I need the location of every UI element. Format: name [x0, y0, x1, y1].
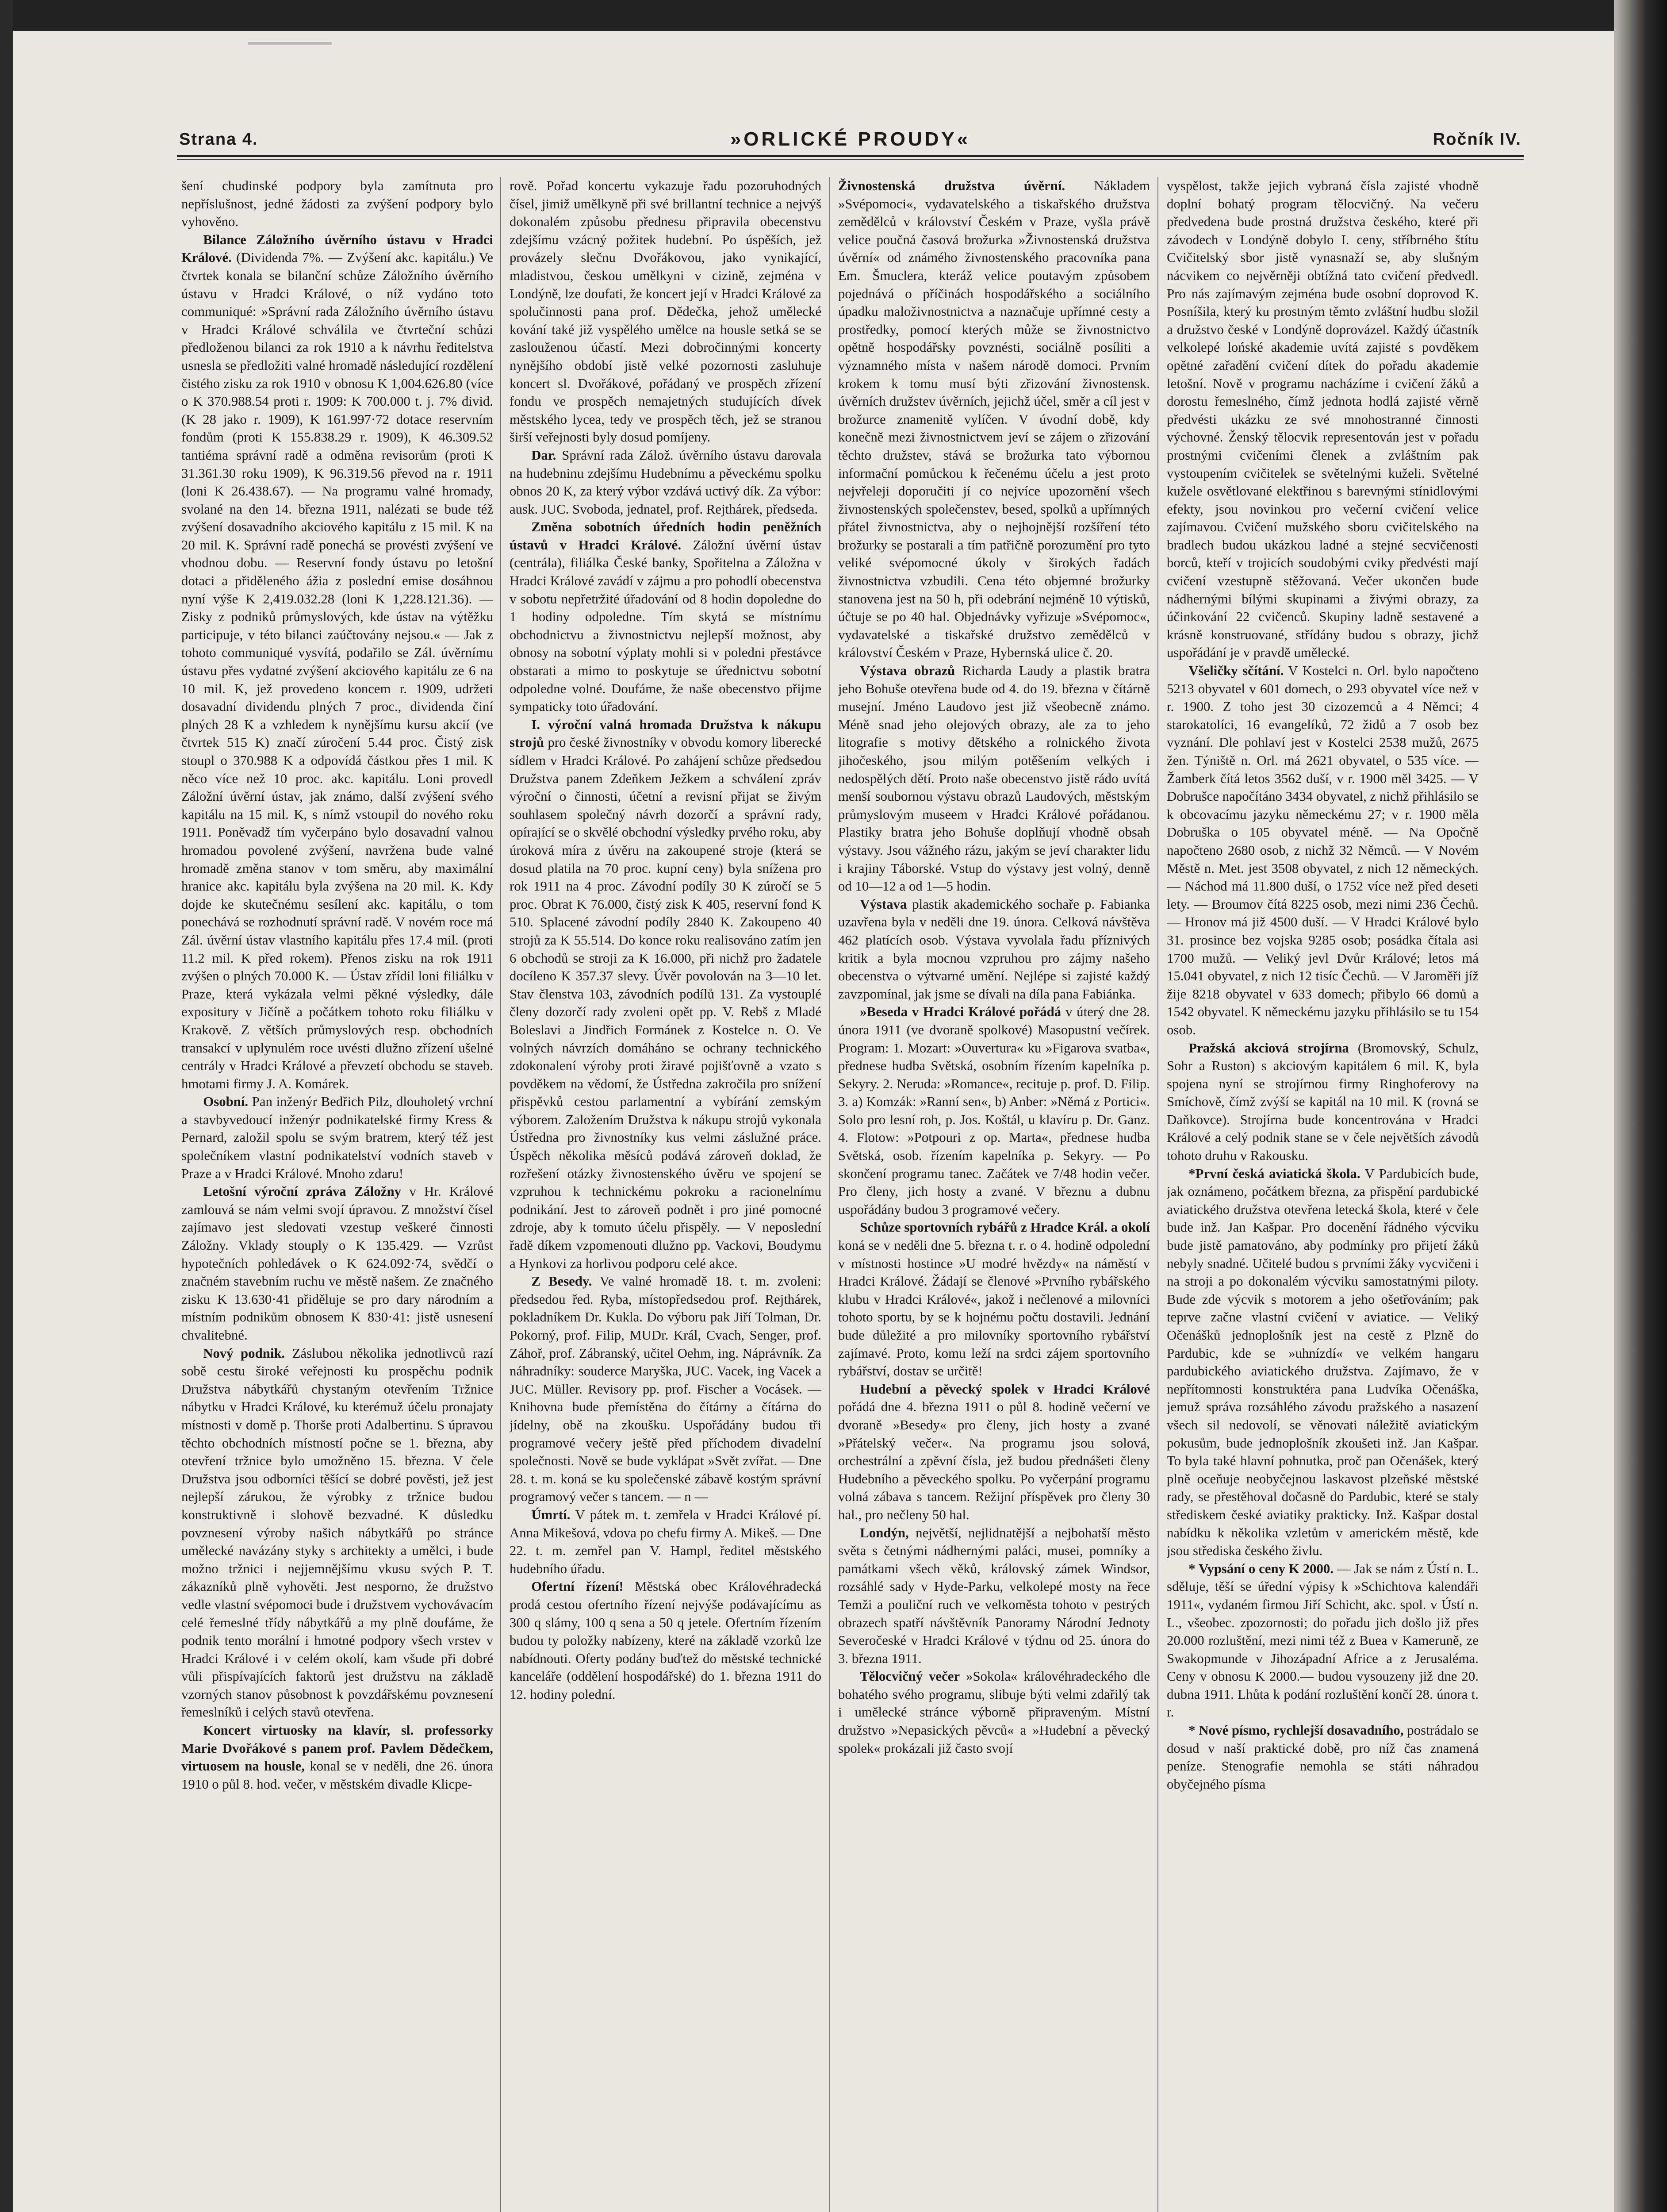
- article-paragraph: [838, 1003, 1150, 1218]
- article-headline: Letošní výroční zpráva Záložny: [203, 1184, 402, 1199]
- column-divider: [1157, 177, 1158, 2212]
- article-paragraph: [838, 1380, 1150, 1524]
- article-body: v úterý dne 28. února 1911 (ve dvoraně spolkové) Masopustní večírek. Program: 1. Mozart: »Ouvertura« ku »Figarova svatba«, přednese hudba Světská, osobním řízením kapelníka p. Sekyry. 2. Neruda: »Romance«, recituje p. prof. D. Filip. 3. a) Komzák: »Ranní sen«, b) Anber: »Němá z Portici«. Solo pro lesní roh, p. Jos. Koštál, u klavíru p. Dr. Ganz. 4. Flotow: »Potpouri z op. Marta«, přednese hudba Světská, osob. řízením kapelníka p. Sekyry. — Po skončení programu tanec. Začátek ve 7/48 hodin večer. Pro členy, jich hosty a zvané. V březnu a dubnu uspořádány budou 3 programové večery.: [838, 1004, 1150, 1217]
- paper-fold-mark: [248, 42, 332, 67]
- article-headline: Pražská akciová strojírna: [1188, 1040, 1349, 1056]
- article-headline: * Vypsání o ceny K 2000.: [1188, 1561, 1334, 1576]
- article-body: Městská obec Královéhradecká prodá cestou ofertního řízení nejvýše podávajícímu as 300 q slámy, 100 q sena a 50 q jetele. Ofertním řízením budou ty položky nabízeny, které na základě vzorků lze nabídnouti. Oferty podány buďtež do městské technické kanceláře (oddělení hospodářské) do 1. března 1911 do 12. hodiny polední.: [510, 1579, 821, 1702]
- article-body: Záložní úvěrní ústav (centrála), filiálka České banky, Spořitelna a Záložna v Hradci Králové zavádí v zájmu a pro pohodlí obecenstva v sobotu nepřetržité úřadování od 8 hodin dopoledne do 1 hodiny odpoledne. Tím skytá se místnímu obchodnictvu a živnostnictvu nejlepší možnost, aby obnosy na sobotní výplaty mohli si v poledni přestávce obstarati a mimo to poskytuje se úřednictvu sobotní odpoledne volné. Doufáme, že naše obecenstvo přijme sympaticky toto úřadování.: [510, 537, 821, 714]
- article-body: V pátek m. t. zemřela v Hradci Králové pí. Anna Mikešová, vdova po chefu firmy A. Mikeš. — Dne 22. t. m. zemřel pan V. Hampl, ředitel městského hudebního úřadu.: [510, 1507, 821, 1576]
- article-paragraph: [510, 1506, 821, 1578]
- volume-number: Ročník IV.: [1433, 130, 1521, 149]
- article-paragraph: [838, 1667, 1150, 1757]
- article-body: pořádá dne 4. března 1911 o půl 8. hodině večerní ve dvoraně »Besedy« pro členy, jich hosty a zvané »Přátelský večer«. Na programu jsou solová, orchestrální a zpěvní čísla, jež budou přednášeti členy Hudebního a pěveckého spolku. Po vyčerpání programu volná zábava s tancem. Režijní příspěvek pro členy 30 hal., pro nečleny 50 hal.: [838, 1399, 1150, 1522]
- article-body: Nákladem »Svépomoci«, vydavatelského a tiskařského družstva zemědělců v království Českém v Praze, vyšla právě velice poučná časová brožurka »Živnostenská družstva úvěrní« od známého živnostenského pracovníka pana Em. Šmuclera, kteráž velice poutavým způsobem pojednává o příčinách hospodářského a sociálního úpadku maloživnostnictva a naznačuje upřímné cesty a prostředky, pomocí kterých může se živnostnictvo opětně hospodářsky povznésti, sociálně posíliti a významného místa v našem národě domoci. Prvním krokem k tomu musí býti zřizování živnostensk. úvěrních družstev úvěrních, jejichž účel, směr a cíl jest v brožurce znamenitě vylíčen. V úvodní době, kdy konečně mezi živnostnictvem jeví se zájem o zřizování těchto družstev, stává se brožurka tato výbornou informační pomůckou k řečenému účelu a jest proto nejvřeleji doporučiti jí co nejvíce upozornění všech živnostenských společenstev, besed, spolků a upřímných přátel živnostnictva, aby o nejhojnější rozšíření této brožurky se postarali a tím patřičně porozumění pro tyto veliké svépomocné úkoly v širokých řadách živnostnictva vzbudili. Cena této objemné brožurky stanovena jest na 50 h, při odebrání nejméně 10 výtisků, účtuje se po 40 hal. Objednávky vyřizuje »Svépomoc«, vydavatelské a tiskařské družstvo zemědělců v království Českém v Praze, Hybernská ulice č. 20.: [838, 178, 1150, 661]
- article-paragraph: [510, 177, 821, 446]
- article-headline: Výstava: [860, 896, 907, 912]
- article-body: Záslubou několika jednotlivců razí sobě cestu široké veřejnosti ku prospěchu podnik Družstva nábytkářů chystaným otevřením Tržnice nábytku v Hradci Králové, ku kterémuž účelu pronajaty místnosti v domě p. Thorše proti Adalbertinu. S úpravou těchto obchodních místností počne se 1. března, aby otevření tržnice bylo umožněno 15. března. V čele Družstva jsou odborníci těšící se dobré pověsti, jež jest nejlepší zárukou, že výrobky z tržnice budou konstruktivně i slohově bezvadné. K důsledku povznesení výroby našich nábytkářů po stránce umělecké navázány styky s architekty a umělci, i bude možno tržnici i nejjemnějšímu vkusu svých P. T. zákazníků plně vyhověti. Jest nesporno, že družstvo vedle vlastní svépomoci bude i družstvem vychovávacím celé řemeslné třídy nábytkářů a my plně doufáme, že podnik tento morální i hmotné podpory všech vrstev v Hradci Králové i v celém okolí, kam všude při dobré vůli přispívajících faktorů jest družstvu na základě vzorných stanov působnost k povzdářskému povznesení řemeslníků i celých stavů otevřena.: [181, 1345, 493, 1720]
- header-rule-thin: [177, 159, 1524, 160]
- article-body: — Jak se nám z Ústí n. L. sděluje, těší se úřední výpisy k »Schichtova kalendáři 1911«, vydaném firmou Jiří Schicht, akc. spol. v Ústí n. L., všeobec. zpozornosti; do pořadu jich došlo již přes 20.000 rozluštění, mezi nimi též z Buea v Kameruně, ze Swakopmunde v Jihozápadní Africe a z Jerusaléma. Ceny v obnosu K 2000.— budou vysouzeny již dne 20. dubna 1911. Lhůta k podání rozluštění končí 28. února t. r.: [1167, 1561, 1479, 1720]
- column-3: [838, 177, 1150, 2212]
- column-divider: [500, 177, 501, 2212]
- article-headline: Výstava obrazů: [860, 663, 955, 679]
- article-paragraph: [510, 1272, 821, 1506]
- article-body: šení chudinské podpory byla zamítnuta pro nepříslušnost, jedné žádosti za zvýšení podpory bylo vyhověno.: [181, 178, 493, 230]
- article-paragraph: [510, 518, 821, 716]
- article-body: »Sokola« královéhradeckého dle bohatého svého programu, slibuje býti velmi zdařilý tak i umělecké stránce výborně připraveným. Místní družstvo »Nepasických pěvců« a »Hudební a pěvecký spolek« prokázali již často svojí: [838, 1669, 1150, 1756]
- article-body: V Kostelci n. Orl. bylo napočteno 5213 obyvatel v 601 domech, o 293 obyvatel více než v r. 1900. Z toho jest 30 cizozemců a 4 Němci; 4 starokatolíci, 16 evangelíků, 72 židů a 7 osob bez vyznání. Dle pohlaví jest v Kostelci 2538 mužů, 2675 žen. Týniště n. Orl. má 2621 obyvatel, o 535 více. — Žamberk čítá letos 3562 duší, v r. 1900 měl 3425. — V Dobrušce napočítáno 3434 obyvatel, z nichž přihlásilo se k obcovacímu jazyku německému 27; v r. 1900 měla Dobruška o 105 obyvatel méně. — Na Opočně napočteno 2680 osob, z nichž 32 Němců. — V Novém Městě n. Met. jest 3508 obyvatel, z nich 12 německých. — Náchod má 11.800 duší, o 1752 více než před deseti lety. — Broumov čítá 8225 osob, mezi nimi 236 Čechů. — Hronov má již 4500 duší. — V Hradci Králové bylo 31. prosince bez vojska 9285 osob; posádka čítala asi 1700 mužů. — Veliký jevl Dvůr Králové; letos má 15.041 obyvatel, z nich 12 tisíc Čechů. — V Jaroměři jíž žije 8218 obyvatel v 633 domech; přibylo 66 domů a 1542 obyvatel. K německému jazyku přihlásilo se tu 154 osob.: [1167, 663, 1479, 1037]
- article-body: Pan inženýr Bedřich Pilz, dlouholetý vrchní a stavbyvedoucí inženýr podnikatelské firmy Kress & Pernard, založil spolu se svým bratrem, který též jest společníkem vlastní podnikatelství vodních staveb v Praze a v Hradci Králové. Mnoho zdaru!: [181, 1094, 493, 1181]
- article-headline: Schůze sportovních rybářů z Hradce Král. a okolí: [860, 1220, 1150, 1235]
- article-body: (Dividenda 7%. — Zvýšení akc. kapitálu.) Ve čtvrtek konala se bilanční schůze Záložního úvěrního ústavu v Hradci Králové, o níž vydáno toto communiqué: »Správní rada Záložního úvěrního ústavu v Hradci Králové schválila ve čtvrteční schůzi předloženou bilanci za rok 1910 a k návrhu ředitelstva usnesla se předložiti valné hromadě následující rozdělení čistého zisku za rok 1910 v obnosu K 1,004.626.80 (více o K 370.988.54 proti r. 1909: K 700.000 t. j. 7% divid. (K 28 jako r. 1909), K 161.997·72 dotace reservním fondům (proti K 155.838.29 r. 1909), K 46.309.52 tantiéma správní radě a odměna revisorům (proti K 31.361.30 roku 1909), K 96.319.56 převod na r. 1911 (loni K 26.438.67). — Na programu valné hromady, svolané na den 14. března 1911, nalézati se bude též zvýšení dosavadního akciového kapitálu z 15 mil. K na 20 mil. K. Správní radě ponechá se provésti zvýšení ve vhodnou dobu. — Reservní fondy ústavu po letošní dotaci a přiděleného ážia z poslední emise dosáhnou nyní výše K 2,419.032.28 (loni K 1,228.121.36). — Zisky z podniků průmyslových, kde ústav na výtěžku participuje, v této bilanci zaúčtovány nejsou.« — Jak z tohoto communiqué vysvítá, podařilo se Zál. úvěrnímu ústavu přes vydatné zvýšení akciového kapitálu ze 6 na 10 mil. K, jež provedeno koncem r. 1909, udržeti dosavadní dividendu plných 7 proc., dividenda činí plných 28 K a vzhledem k nynějšímu kursu akcií (ve čtvrtek 515 K) značí zúročení 5.44 proc. Čistý zisk stoupl o 370.988 K a odpovídá částkou přes 1 mil. K něco více než 10 proc. akc. kapitálu. Loni provedl Záložní úvěrní ústav, jak známo, další zvýšení svého kapitálu na 15 mil. K, s nímž vstoupil do nového roku 1911. Poněvadž tím vyčerpáno bylo dosavadní valnou hromadou povolené zvýšení, navržena bude valné hromadě změna stanov v tom směru, aby maximální hranice akc. kapitálu byla zvýšena na 20 mil. K. Kdy dojde ke skutečnému sesílení akc. kapitálu, o tom ponechává se rozhodnutí správní radě. V novém roce má Zál. úvěrní ústav vlastního kapitálu přes 17.4 mil. (proti 11.2 mil. K před rokem). Přenos zisku na rok 1911 zvýšen o plných 70.000 K. — Ústav zřídil loni filiálku v Praze, která vykázala velmi pěkné výsledky, dále expositury v Jičíně a počátkem tohoto roku filiálku v Krakově. Z větších průmyslových resp. obchodních transakcí v uplynulém roce uvésti dlužno zřízení ušelné centrály v Hradci Králové a převzetí obchodu se staveb. hmotami firmy J. A. Komárek.: [181, 250, 493, 1091]
- article-body: postrádalo se dosud v naší praktické době, pro níž čas znamená peníze. Stenografie nemohla se státi náhradou obyčejného písma: [1167, 1723, 1479, 1792]
- article-paragraph: [1167, 177, 1479, 662]
- article-paragraph: [181, 1183, 493, 1344]
- article-paragraph: [510, 1578, 821, 1703]
- article-headline: Londýn,: [860, 1525, 909, 1540]
- article-body: Richarda Laudy a plastik bratra jeho Bohuše otevřena bude od 4. do 19. března v čítárně musejní. Jméno Laudovo jest již všeobecně známo. Méně snad jeho olejových obrazy, ale za to jeho litografie s motivy dětského a rolnického života jihočeského, jsou milým potěšením velkých i nedospělých dětí. Proto naše obecenstvo jistě rádo uvítá menší soubornou výstavu obrazů Laudových, městským průmyslovým museem v Hradci Králové pořádanou. Plastiky bratra jeho Bohuše doplňují vhodně obsah výstavy. Jsou vážného rázu, jakým se jeví charakter lidu i krajiny Táborské. Vstup do výstavy jest volný, denně od 10—12 a od 1—5 hodin.: [838, 663, 1150, 894]
- article-headline: »Beseda v Hradci Králové pořádá: [860, 1004, 1062, 1020]
- scan-border-right: [1614, 0, 1667, 2212]
- article-headline: Změna sobotních úředních hodin peněžních ústavů v Hradci Králové.: [510, 519, 821, 553]
- page-number: Strana 4.: [179, 130, 258, 149]
- article-paragraph: [181, 177, 493, 231]
- article-body: Správní rada Zálož. úvěrního ústavu darovala na hudebninu zdejšímu Hudebnímu a pěveckému spolku obnos 20 K, za který výbor vzdává uctivý dík. Za výbor: ausk. JUC. Svoboda, jednatel, prof. Rejthárek, předseda.: [510, 447, 821, 517]
- column-2: [510, 177, 821, 2212]
- article-paragraph: [838, 662, 1150, 895]
- column-1: [181, 177, 493, 2212]
- article-headline: * Nové písmo, rychlejší dosavadního,: [1188, 1723, 1404, 1738]
- article-body: (Bromovský, Schulz, Sohr a Ruston) s akciovým kapitálem 6 mil. K, byla spojena nyní se strojírnou firmy Ringhoferovy na Smíchově, čímž zvýší se kapitál na 10 mil. K (rovná se Daňkovce). Strojírna bude koncentrována v Hradci Králové a celý podnik stane se v čele největších závodů tohoto druhu v Rakousku.: [1167, 1040, 1479, 1164]
- article-paragraph: [181, 1093, 493, 1183]
- article-paragraph: [838, 177, 1150, 662]
- article-body: největší, nejlidnatější a nejbohatší město světa s četnými nádhernými paláci, musei, pomníky a památkami všech věků, královský zámek Windsor, rozsáhlé sady v Hyde-Parku, velkolepé mosty na řece Temži a pouliční ruch ve velkoměsta tohoto v pestrých obrazech spatří návštěvník Panoramy Národní Jednoty Severočeské v Hradci Králové v týdnu od 25. února do 3. března 1911.: [838, 1525, 1150, 1666]
- article-paragraph: [1167, 1560, 1479, 1721]
- article-body: vyspělost, takže jejich vybraná čísla zajisté vhodně doplní bohatý program tělocvičný. Na večeru předvedena bude prostná družstva českého, které při závodech v Londýně dobylo I. ceny, stříbrného štítu Cvičitelský sbor jistě vynasnaží se, aby slušným nácvikem co nejvěrněji obtížná tato cvičení předvedl. Pro nás zajímavým zejména bude osobní doprovod K. Posníšila, který ku prostným těmto zvláštní hudbu složil a družstvo české v Londýně doprovázel. Každý účastník velkolepé lońské akademie uvítá zajisté s povděkem opětné zařadění cvičení dítek do pořadu akademie letošní. Nově v programu nacházíme i cvičení žáků a dorostu řemeslného, čímž jednota hodlá zajisté věrně předvésti ukázku ze své mnohostranné činnosti výchovné. Ženský tělocvik representován jest v pořadu prostnými cvičeními členek a zvláštním pak vystoupením cvičitelek se světelnými kuželi. Světelné kužele osvětlované elektřinou s barevnými stínidlovými efekty, jsou novinkou pro večerní cvičení velice zajímavou. Cvičení mužského sboru cvičitelského na bradlech budou ukázkou ladné a stejné secvičenosti borců, kteří v trojicích soudobými cviky předvésti mají cvičení vzestupně stěžovaná. Večer ukončen bude nádhernými bílými skupinami a živými obrazy, za účinkování 22 cvičenců. Skupiny ladně sestavené a krásně konstruované, střídány budou s obrazy, jichž uspořádání je v pravdě umělecké.: [1167, 178, 1479, 661]
- article-paragraph: [838, 895, 1150, 1003]
- article-headline: Bilance Záložního úvěrního ústavu v Hradci Králové.: [181, 232, 493, 265]
- article-body: koná se v neděli dne 5. března t. r. o 4. hodině odpolední v místnosti hostince »U modré hvězdy« na náměstí v Hradci Králové. Žádají se členové »Prvního rybářského klubu v Hradci Králové«, jakož i nečlenové a milovníci tohoto sportu, by se k hojnému počtu dostavili. Jednání bude důležité a pro milovníky sportovního rybářství zajímavé. Proto, komu leží na srdci zájem sportovního rybářství, dostav se určitě!: [838, 1238, 1150, 1379]
- article-paragraph: [838, 1524, 1150, 1668]
- article-body: pro české živnostníky v obvodu komory liberecké sídlem v Hradci Králové. Po zahájení schůze předsedou Družstva panem Zdeňkem Ježkem a schválení zpráv výroční o činnosti, účetní a revisní přijat se živým souhlasem společný návrh dozorčí a správní rady, opírající se o skvělé obchodní výsledky prvého roku, aby úroková míra z úvěru na zakoupené stroje (která se dosud platila na 70 proc. kupní ceny) byla snížena pro rok 1911 na 4 proc. Závodní podíly 30 K zúročí se 5 proc. Obrat K 76.000, čistý zisk K 405, reservní fond K 510. Splacené závodní podíly 2840 K. Zakoupeno 40 strojů za K 55.514. Do konce roku realisováno zatím jen 6 obchodů se stroji za K 16.000, při nichž pro žadatele docíleno K 357.37 slevy. Úvěr povolován na 3—10 let. Stav členstva 103, závodních podílů 131. Za vystouplé členy dozorčí rady zvoleni opět pp. V. Rebš z Mladé Boleslavi a Jindřich Formánek z Kostelce n. O. Ve volných návrzích domáháno se ochrany technického zdokonalení výroby proti žiravé pojišťovně a vzato s povděkem na vědomí, že Ústředna zakročila pro snížení přispěvků cestou parlamentní a vybírání zemským výborem. Založením Družstva k nákupu strojů vykonala Ústředna pro živnostníky kus velmi záslužné práce. Úspěch několika měsíců podává zároveň doklad, že rozřešení otázky živnostenského úvěru ve spojení se vzpruhou k technickému pokroku a racionelnímu podnikání. Jest to zároveň podnět i pro jiné pomocné zdroje, aby k tomuto účelu přispěly. — V neposlední řadě díkem vzpomenouti dlužno pp. Vackovi, Boudymu a Hynkovi za horlivou podporu celé akce.: [510, 735, 821, 1271]
- article-body: rově. Pořad koncertu vykazuje řadu pozoruhodných čísel, jimiž umělkyně při své brillantní technice a nejvýš dokonalém způsobu přednesu připravila obecenstvu zdejšímu vzácný požitek hudební. Po úspěších, jež provázely slečnu Dvořákovou, jako vynikající, mladistvou, českou umělkyni v cizině, zejména v Londýně, lze doufati, že koncert její v Hradci Králové za spolučinnosti pana prof. Dědečka, jehož umělecké kování také již vyspělého umělce na housle setká se se zaslouženou účastí. Mezi dobročinnými koncerty nynějšího období jistě velké pozornosti zasluhuje koncert sl. Dvořákové, pořádaný ve prospěch zřízení fondu ve prospěch nemajetných studujících dívek městského lycea, tedy ve prospěch těch, jež se stranou širší veřejnosti byly dosud pomíjeny.: [510, 178, 821, 445]
- article-headline: Živnostenská družstva úvěrní.: [838, 178, 1065, 193]
- article-headline: Nový podnik.: [203, 1345, 285, 1361]
- column-4: [1167, 177, 1479, 2212]
- article-headline: Tělocvičný večer: [860, 1669, 960, 1684]
- article-body: v Hr. Králové zamlouvá se nám velmi svojí úpravou. Z množství čísel zajímavo jest sledovati vzestup veškeré činnosti Záložny. Vklady stouply o K 135.429. — Vzrůst hypotečních pohledávek o K 624.092·74, svědčí o značném stavebním ruchu ve městě našem. Ze značného zisku K 13.630·41 přiděluje se pro dary národním a místním podnikům obnosem K 830·41: jistě usnesení chvalitebné.: [181, 1184, 493, 1343]
- article-headline: Koncert virtuosky na klavír, sl. professorky Marie Dvořákové s panem prof. Pavlem Dědečkem, virtuosem na housle,: [181, 1723, 493, 1774]
- article-body: konal se v neděli, dne 26. února 1910 o půl 8. hod. večer, v městském divadle Klicpe-: [181, 1759, 493, 1792]
- article-paragraph: [181, 1344, 493, 1721]
- scan-border-top: [0, 0, 1667, 31]
- article-headline: Úmrtí.: [531, 1507, 571, 1522]
- article-headline: Hudební a pěvecký spolek v Hradci Králové: [860, 1381, 1150, 1397]
- article-paragraph: [838, 1218, 1150, 1380]
- article-headline: I. výroční valná hromada Družstva k nákupu strojů: [510, 717, 821, 750]
- column-divider: [829, 177, 830, 2212]
- article-paragraph: [1167, 662, 1479, 1039]
- article-headline: Z Besedy.: [531, 1274, 592, 1289]
- page-header: [179, 128, 1521, 154]
- scan-border-left: [0, 0, 13, 2212]
- article-paragraph: [1167, 1039, 1479, 1165]
- article-headline: Dar.: [531, 447, 556, 463]
- article-paragraph: [510, 716, 821, 1272]
- article-paragraph: [510, 446, 821, 518]
- article-headline: Ofertní řízení!: [531, 1579, 624, 1594]
- article-body: plastik akademického sochaře p. Fabianka uzavřena byla v neděli dne 19. února. Celková návštěva 462 platících osob. Výstava vyvolala řadu příznivých kritik a byla mocnou vzpruhou pro zájmy našeho obecenstva o výtvarné umění. Nejlépe si zajisté každý zavzpomínal, jak jsme se dívali na díla pana Fabiánka.: [838, 896, 1150, 1002]
- article-headline: *První česká aviatická škola.: [1188, 1166, 1360, 1181]
- header-rule: [177, 155, 1524, 157]
- newspaper-title: »ORLICKÉ PROUDY«: [730, 128, 971, 150]
- article-paragraph: [1167, 1165, 1479, 1560]
- article-body: Ve valné hromadě 18. t. m. zvoleni: předsedou řed. Ryba, místopředsedou prof. Rejthárek, pokladníkem Dr. Kukla. Do výboru pak Jiří Tolman, Dr. Pokorný, prof. Filip, MUDr. Král, Cvach, Senger, prof. Záhoř, prof. Zábranský, učitel Oehm, ing. Náprávník. Za náhradníky: souderce Maryška, JUC. Vacek, ing Vacek a JUC. Müller. Revisory pp. prof. Fischer a Vocásek. — Knihovna bude přemístěna do čítárny a čítárna do jídelny, obě na zkoušku. Uspořádány budou tři programové večery ještě před příchodem divadelní společnosti. Nově se bude vyklápat »Svět zvířat. — Dne 28. t. m. koná se ku společenské zábavě kostým správní programový večer s tancem. — n —: [510, 1274, 821, 1505]
- article-paragraph: [181, 231, 493, 1093]
- article-headline: Všeličky sčítání.: [1188, 663, 1284, 679]
- article-headline: Osobní.: [203, 1094, 249, 1110]
- article-paragraph: [1167, 1721, 1479, 1793]
- article-paragraph: [181, 1721, 493, 1793]
- article-body: V Pardubicích bude, jak oznámeno, počátkem března, za přispění pardubické aviatického družstva otevřena letecká škola, které v čele bude inž. Jan Kašpar. Pro docenění řádného výcviku bude jistě pamatováno, aby podmínky pro přijetí žáků nebyly snadné. Učitelé budou s prvními žáky vycvičeni i na stroji a po dokonalém výcviku samostatnými piloty. Bude zde výcvik s motorem a jeho ošetřováním; pak teprve začne vlastní cvičení v aviatice. — Veliký Očenášků jednoplošník jest na cestě z Plzně do Pardubic, kde se »uhnízdí« ve velkém hangaru pardubického aviatického družstva. Zajímavo, že v nepřítomnosti konstruktéra pana Ludvíka Očenáška, jemuž správa rozsáhlého závodu pražského a nasazení všech sil nedovolí, se věnovati náležitě aviatickým pokusům, bude jednoplošník zkoušeti inž. Jan Kašpar. To byla také hlavní pohnutka, proč pan Očenášek, který plně oceňuje neobyčejnou laskavost plzeňské městské rady, se přestěhoval dočasně do Pardubic, které se staly střediskem české aviatiky prakticky. Inž. Kašpar dostal nabídku k několika vzletům v americkém městě, kde jsou střediska českého živlu.: [1167, 1166, 1479, 1559]
